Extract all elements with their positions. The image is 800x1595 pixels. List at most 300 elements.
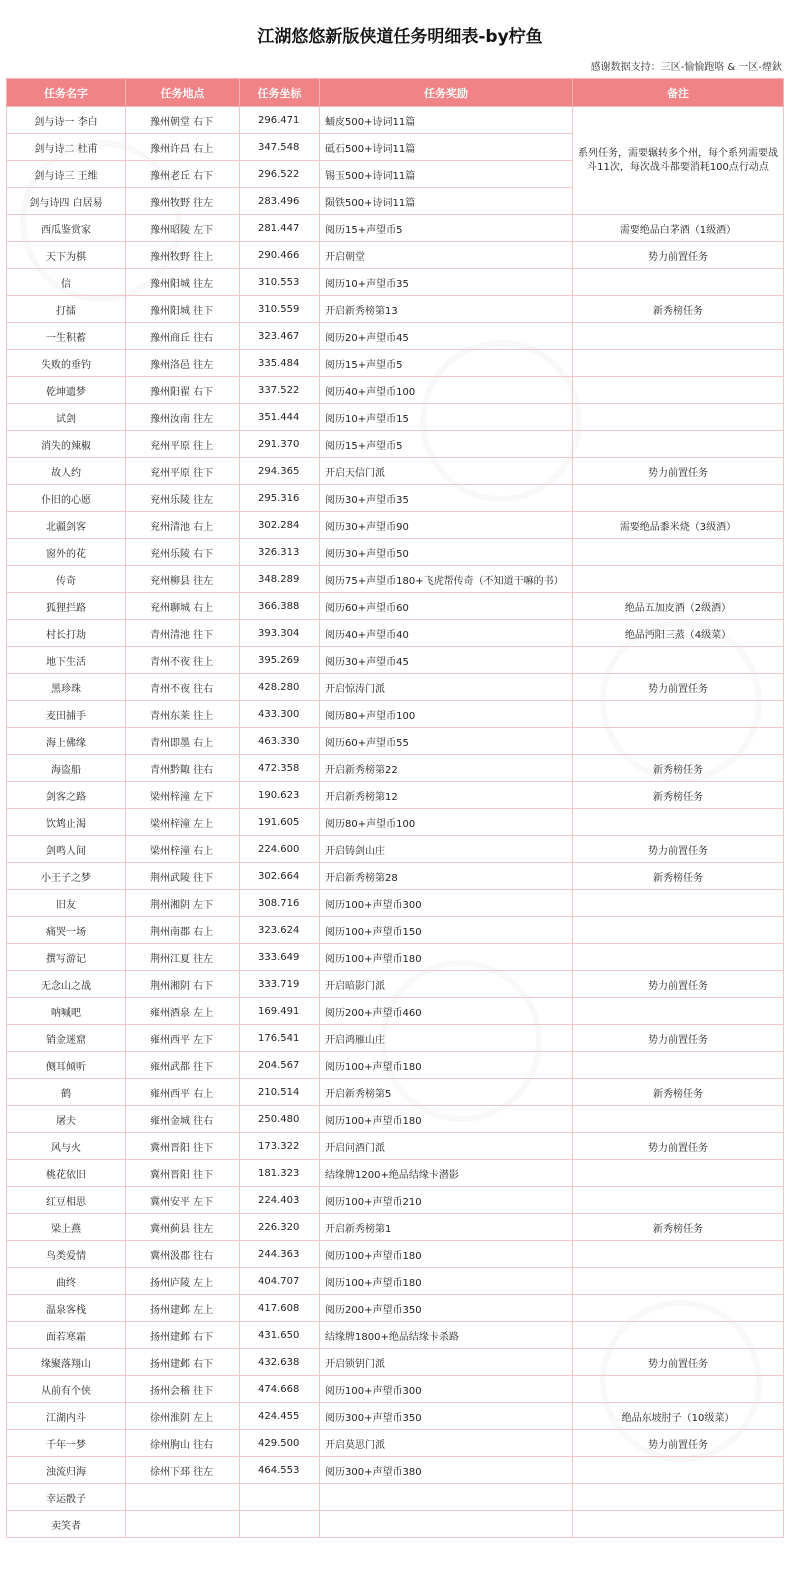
task-reward-cell: 阅历100+声望币150 <box>320 917 573 944</box>
task-remark-cell <box>573 1160 784 1187</box>
table-row <box>7 701 784 728</box>
task-name-cell: 卖笑者 <box>7 1511 126 1538</box>
task-name-cell: 西瓜鉴赏家 <box>7 215 126 242</box>
task-name-cell: 信 <box>7 269 126 296</box>
task-reward-cell: 阅历100+声望币300 <box>320 890 573 917</box>
task-location-cell: 徐州下邳 往左 <box>126 1457 240 1484</box>
task-coordinate-cell: 323.467 <box>240 323 320 350</box>
task-coordinate-cell: 181.323 <box>240 1160 320 1187</box>
task-coordinate-cell: 283.496 <box>240 188 320 215</box>
table-row <box>7 215 784 242</box>
task-table-body <box>7 107 784 1538</box>
task-reward-cell: 阅历15+声望币5 <box>320 431 573 458</box>
table-row <box>7 431 784 458</box>
task-name-cell: 试剑 <box>7 404 126 431</box>
task-name-cell: 故人约 <box>7 458 126 485</box>
task-name-cell: 乾坤遗梦 <box>7 377 126 404</box>
table-row <box>7 1106 784 1133</box>
table-row <box>7 863 784 890</box>
task-coordinate-cell: 463.330 <box>240 728 320 755</box>
task-reward-cell: 开启天信门派 <box>320 458 573 485</box>
task-name-cell: 剑与诗一 李白 <box>7 107 126 134</box>
task-name-cell: 饮鸩止渴 <box>7 809 126 836</box>
task-reward-cell: 开启惊涛门派 <box>320 674 573 701</box>
task-name-cell: 狐狸拦路 <box>7 593 126 620</box>
task-reward-cell <box>320 1484 573 1511</box>
task-remark-cell: 绝品沔阳三蒸（4级菜） <box>573 620 784 647</box>
task-location-cell: 雍州西平 左下 <box>126 1025 240 1052</box>
task-remark-cell <box>573 998 784 1025</box>
task-reward-cell: 砥石500+诗词11篇 <box>320 134 573 161</box>
task-remark-cell: 需要绝品黍米烧（3级酒） <box>573 512 784 539</box>
task-name-cell: 侧耳倾听 <box>7 1052 126 1079</box>
task-name-cell: 仆旧的心愿 <box>7 485 126 512</box>
task-remark-cell <box>573 917 784 944</box>
task-reward-cell: 阅历60+声望币60 <box>320 593 573 620</box>
task-name-cell: 剑鸣人间 <box>7 836 126 863</box>
task-name-cell: 江湖内斗 <box>7 1403 126 1430</box>
table-row <box>7 1268 784 1295</box>
task-name-cell: 黑珍珠 <box>7 674 126 701</box>
table-row <box>7 485 784 512</box>
task-remark-cell: 新秀榜任务 <box>573 755 784 782</box>
task-name-cell: 海盗船 <box>7 755 126 782</box>
table-row <box>7 107 784 134</box>
task-remark-cell: 新秀榜任务 <box>573 296 784 323</box>
task-reward-cell: 结缘牌1200+绝品结缘卡潜影 <box>320 1160 573 1187</box>
task-reward-cell: 阅历10+声望币35 <box>320 269 573 296</box>
task-coordinate-cell: 335.484 <box>240 350 320 377</box>
task-reward-cell: 开启锁钥门派 <box>320 1349 573 1376</box>
task-remark-cell <box>573 647 784 674</box>
task-coordinate-cell: 464.553 <box>240 1457 320 1484</box>
task-coordinate-cell: 294.365 <box>240 458 320 485</box>
task-coordinate-cell: 431.650 <box>240 1322 320 1349</box>
task-remark-cell: 新秀榜任务 <box>573 1214 784 1241</box>
task-coordinate-cell: 428.280 <box>240 674 320 701</box>
task-location-cell: 扬州建邺 左上 <box>126 1295 240 1322</box>
task-coordinate-cell: 210.514 <box>240 1079 320 1106</box>
task-remark-cell <box>573 1106 784 1133</box>
task-coordinate-cell: 333.719 <box>240 971 320 998</box>
task-remark-cell <box>573 890 784 917</box>
task-remark-cell <box>573 485 784 512</box>
task-coordinate-cell: 244.363 <box>240 1241 320 1268</box>
task-reward-cell: 阅历300+声望币350 <box>320 1403 573 1430</box>
task-location-cell: 青州东莱 往上 <box>126 701 240 728</box>
table-row <box>7 242 784 269</box>
task-remark-cell <box>573 701 784 728</box>
task-reward-cell: 锡玉500+诗词11篇 <box>320 161 573 188</box>
task-remark-cell <box>573 1376 784 1403</box>
table-row <box>7 1295 784 1322</box>
task-reward-cell: 蛹皮500+诗词11篇 <box>320 107 573 134</box>
task-location-cell: 豫州许昌 右上 <box>126 134 240 161</box>
task-name-cell: 曲终 <box>7 1268 126 1295</box>
task-coordinate-cell: 302.284 <box>240 512 320 539</box>
table-row <box>7 1133 784 1160</box>
task-reward-cell: 阅历100+声望币180 <box>320 1052 573 1079</box>
task-name-cell: 剑客之路 <box>7 782 126 809</box>
task-reward-cell: 结缘牌1800+绝品结缘卡杀路 <box>320 1322 573 1349</box>
task-reward-cell: 开启新秀榜第22 <box>320 755 573 782</box>
task-coordinate-cell: 351.444 <box>240 404 320 431</box>
task-name-cell: 从前有个侠 <box>7 1376 126 1403</box>
task-location-cell: 荆州湘阴 左下 <box>126 890 240 917</box>
task-name-cell: 消失的辣椒 <box>7 431 126 458</box>
task-remark-cell <box>573 728 784 755</box>
task-location-cell: 豫州朝堂 右下 <box>126 107 240 134</box>
table-row <box>7 1349 784 1376</box>
task-name-cell: 销金迷窟 <box>7 1025 126 1052</box>
task-remark-cell <box>573 1322 784 1349</box>
task-coordinate-cell <box>240 1511 320 1538</box>
task-remark-cell: 势力前置任务 <box>573 1349 784 1376</box>
task-reward-cell: 阅历75+声望币180+飞虎帮传奇（不知道干嘛的书） <box>320 566 573 593</box>
task-location-cell: 荆州湘阴 右下 <box>126 971 240 998</box>
task-coordinate-cell: 190.623 <box>240 782 320 809</box>
task-coordinate-cell: 296.522 <box>240 161 320 188</box>
task-remark-cell <box>573 404 784 431</box>
task-location-cell <box>126 1484 240 1511</box>
task-location-cell: 荆州江夏 往左 <box>126 944 240 971</box>
task-location-cell: 豫州洛邑 往左 <box>126 350 240 377</box>
task-coordinate-cell: 173.322 <box>240 1133 320 1160</box>
task-reward-cell: 阅历100+声望币180 <box>320 944 573 971</box>
task-location-cell: 徐州淮阴 左上 <box>126 1403 240 1430</box>
task-name-cell: 红豆相思 <box>7 1187 126 1214</box>
task-remark-cell <box>573 1457 784 1484</box>
task-name-cell: 鹤 <box>7 1079 126 1106</box>
task-name-cell: 旧友 <box>7 890 126 917</box>
table-row <box>7 998 784 1025</box>
task-name-cell: 呐喊吧 <box>7 998 126 1025</box>
task-remark-cell: 势力前置任务 <box>573 674 784 701</box>
table-row <box>7 593 784 620</box>
task-name-cell: 缘聚落翔山 <box>7 1349 126 1376</box>
task-remark-cell <box>573 350 784 377</box>
task-name-cell: 撰写游记 <box>7 944 126 971</box>
task-remark-cell: 势力前置任务 <box>573 458 784 485</box>
task-coordinate-cell: 302.664 <box>240 863 320 890</box>
table-row <box>7 755 784 782</box>
table-row <box>7 458 784 485</box>
task-location-cell: 豫州商丘 往右 <box>126 323 240 350</box>
table-row <box>7 917 784 944</box>
task-reward-cell: 开启铸剑山庄 <box>320 836 573 863</box>
task-coordinate-cell <box>240 1484 320 1511</box>
task-reward-cell: 开启朝堂 <box>320 242 573 269</box>
task-name-cell: 麦田捕手 <box>7 701 126 728</box>
task-reward-cell: 阅历100+声望币180 <box>320 1106 573 1133</box>
task-name-cell: 幸运骰子 <box>7 1484 126 1511</box>
task-location-cell: 豫州汝南 往左 <box>126 404 240 431</box>
task-reward-cell: 阅历30+声望币50 <box>320 539 573 566</box>
task-reward-cell: 开启鸿雁山庄 <box>320 1025 573 1052</box>
task-remark-cell: 绝品东坡肘子（10级菜） <box>573 1403 784 1430</box>
table-row <box>7 971 784 998</box>
task-location-cell: 扬州庐陵 左上 <box>126 1268 240 1295</box>
task-remark-cell <box>573 809 784 836</box>
task-location-cell: 豫州昭陵 左下 <box>126 215 240 242</box>
task-reward-cell: 阅历15+声望币5 <box>320 350 573 377</box>
task-name-cell: 剑与诗二 杜甫 <box>7 134 126 161</box>
task-remark-cell: 势力前置任务 <box>573 1025 784 1052</box>
table-row <box>7 890 784 917</box>
task-remark-cell: 新秀榜任务 <box>573 782 784 809</box>
task-reward-cell: 阅历200+声望币350 <box>320 1295 573 1322</box>
task-coordinate-cell: 291.370 <box>240 431 320 458</box>
page-title: 江湖悠悠新版侠道任务明细表-by柠鱼 <box>257 27 543 47</box>
table-row <box>7 377 784 404</box>
task-coordinate-cell: 204.567 <box>240 1052 320 1079</box>
task-name-cell: 鸟类爱情 <box>7 1241 126 1268</box>
table-row <box>7 836 784 863</box>
task-location-cell: 兖州平原 往下 <box>126 458 240 485</box>
task-remark-cell <box>573 566 784 593</box>
task-coordinate-cell: 472.358 <box>240 755 320 782</box>
task-coordinate-cell: 295.316 <box>240 485 320 512</box>
task-reward-cell: 阅历60+声望币55 <box>320 728 573 755</box>
task-location-cell: 雍州西平 右上 <box>126 1079 240 1106</box>
task-coordinate-cell: 169.491 <box>240 998 320 1025</box>
task-location-cell: 冀州安平 左下 <box>126 1187 240 1214</box>
task-remark-cell: 新秀榜任务 <box>573 863 784 890</box>
task-coordinate-cell: 433.300 <box>240 701 320 728</box>
task-reward-cell: 开启新秀榜第5 <box>320 1079 573 1106</box>
task-coordinate-cell: 474.668 <box>240 1376 320 1403</box>
task-coordinate-cell: 224.600 <box>240 836 320 863</box>
task-remark-cell: 绝品五加皮酒（2级酒） <box>573 593 784 620</box>
task-reward-cell: 开启新秀榜第12 <box>320 782 573 809</box>
series-note-cell: 系列任务，需要辗转多个州，每个系列需要战斗11次，每次战斗都要消耗100点行动点 <box>573 107 784 215</box>
table-row <box>7 1403 784 1430</box>
task-location-cell: 扬州建邺 右下 <box>126 1349 240 1376</box>
task-reward-cell: 阅历40+声望币100 <box>320 377 573 404</box>
table-row <box>7 1187 784 1214</box>
table-row <box>7 539 784 566</box>
task-location-cell: 青州不夜 往上 <box>126 647 240 674</box>
header-remark: 备注 <box>573 79 784 107</box>
header-task-reward: 任务奖励 <box>320 79 573 107</box>
table-row <box>7 404 784 431</box>
task-location-cell: 荆州南郡 右上 <box>126 917 240 944</box>
task-reward-cell: 阅历40+声望币40 <box>320 620 573 647</box>
task-location-cell: 豫州阳城 往下 <box>126 296 240 323</box>
task-remark-cell <box>573 431 784 458</box>
task-remark-cell: 势力前置任务 <box>573 971 784 998</box>
task-location-cell: 冀州晋阳 往下 <box>126 1133 240 1160</box>
task-reward-cell: 阅历20+声望币45 <box>320 323 573 350</box>
task-coordinate-cell: 250.480 <box>240 1106 320 1133</box>
task-coordinate-cell: 224.403 <box>240 1187 320 1214</box>
task-reward-cell: 开启暗影门派 <box>320 971 573 998</box>
task-coordinate-cell: 337.522 <box>240 377 320 404</box>
table-row <box>7 944 784 971</box>
task-name-cell: 面若寒霜 <box>7 1322 126 1349</box>
header-task-name: 任务名字 <box>7 79 126 107</box>
task-location-cell: 青州清池 往下 <box>126 620 240 647</box>
task-remark-cell <box>573 377 784 404</box>
header-task-location: 任务地点 <box>126 79 240 107</box>
task-reward-cell: 开启问酒门派 <box>320 1133 573 1160</box>
table-row <box>7 1376 784 1403</box>
task-reward-cell: 陨铁500+诗词11篇 <box>320 188 573 215</box>
task-reward-cell: 阅历30+声望币45 <box>320 647 573 674</box>
task-name-cell: 风与火 <box>7 1133 126 1160</box>
task-reward-cell: 开启新秀榜第13 <box>320 296 573 323</box>
task-location-cell: 雍州酒泉 左上 <box>126 998 240 1025</box>
task-reward-cell: 阅历30+声望币35 <box>320 485 573 512</box>
task-coordinate-cell: 326.313 <box>240 539 320 566</box>
task-location-cell: 扬州建邺 右下 <box>126 1322 240 1349</box>
task-coordinate-cell: 290.466 <box>240 242 320 269</box>
task-location-cell: 雍州金城 往右 <box>126 1106 240 1133</box>
table-row <box>7 1214 784 1241</box>
task-name-cell: 传奇 <box>7 566 126 593</box>
task-location-cell: 兖州聊城 右上 <box>126 593 240 620</box>
task-location-cell: 豫州阳翟 右下 <box>126 377 240 404</box>
task-reward-cell: 阅历100+声望币300 <box>320 1376 573 1403</box>
task-name-cell: 打擂 <box>7 296 126 323</box>
task-name-cell: 地下生活 <box>7 647 126 674</box>
task-name-cell: 梁上燕 <box>7 1214 126 1241</box>
task-reward-cell: 阅历80+声望币100 <box>320 701 573 728</box>
task-remark-cell <box>573 1187 784 1214</box>
table-row <box>7 620 784 647</box>
task-remark-cell <box>573 1241 784 1268</box>
task-remark-cell: 新秀榜任务 <box>573 1079 784 1106</box>
task-coordinate-cell: 395.269 <box>240 647 320 674</box>
task-location-cell: 扬州会稽 往下 <box>126 1376 240 1403</box>
task-name-cell: 小王子之梦 <box>7 863 126 890</box>
task-reward-cell: 开启新秀榜第28 <box>320 863 573 890</box>
task-remark-cell <box>573 269 784 296</box>
task-location-cell: 青州黔陬 往右 <box>126 755 240 782</box>
task-name-cell: 千年一梦 <box>7 1430 126 1457</box>
task-location-cell: 豫州老丘 右下 <box>126 161 240 188</box>
task-name-cell: 剑与诗三 王维 <box>7 161 126 188</box>
task-name-cell: 无念山之战 <box>7 971 126 998</box>
task-name-cell: 屠夫 <box>7 1106 126 1133</box>
task-coordinate-cell: 323.624 <box>240 917 320 944</box>
table-row <box>7 1322 784 1349</box>
task-remark-cell: 势力前置任务 <box>573 1430 784 1457</box>
task-location-cell <box>126 1511 240 1538</box>
task-location-cell: 徐州朐山 往右 <box>126 1430 240 1457</box>
task-location-cell: 冀州晋阳 往下 <box>126 1160 240 1187</box>
task-coordinate-cell: 333.649 <box>240 944 320 971</box>
task-location-cell: 兖州乐陵 往左 <box>126 485 240 512</box>
task-name-cell: 温泉客栈 <box>7 1295 126 1322</box>
table-row <box>7 809 784 836</box>
task-coordinate-cell: 404.707 <box>240 1268 320 1295</box>
table-row <box>7 350 784 377</box>
task-name-cell: 浊流归海 <box>7 1457 126 1484</box>
task-name-cell: 桃花依旧 <box>7 1160 126 1187</box>
task-coordinate-cell: 281.447 <box>240 215 320 242</box>
task-remark-cell <box>573 539 784 566</box>
task-name-cell: 村长打劫 <box>7 620 126 647</box>
task-coordinate-cell: 366.388 <box>240 593 320 620</box>
task-location-cell: 青州不夜 往右 <box>126 674 240 701</box>
table-row <box>7 269 784 296</box>
task-name-cell: 天下为棋 <box>7 242 126 269</box>
task-remark-cell <box>573 944 784 971</box>
task-remark-cell <box>573 1484 784 1511</box>
task-remark-cell <box>573 1052 784 1079</box>
task-location-cell: 青州即墨 右上 <box>126 728 240 755</box>
task-coordinate-cell: 191.605 <box>240 809 320 836</box>
task-remark-cell <box>573 1268 784 1295</box>
table-row <box>7 1484 784 1511</box>
table-header-row <box>7 79 784 107</box>
task-coordinate-cell: 347.548 <box>240 134 320 161</box>
task-reward-cell: 阅历100+声望币180 <box>320 1241 573 1268</box>
task-location-cell: 雍州武都 往下 <box>126 1052 240 1079</box>
task-coordinate-cell: 429.500 <box>240 1430 320 1457</box>
task-location-cell: 豫州牧野 往左 <box>126 188 240 215</box>
task-coordinate-cell: 296.471 <box>240 107 320 134</box>
task-remark-cell: 需要绝品白茅酒（1级酒） <box>573 215 784 242</box>
table-row <box>7 1052 784 1079</box>
task-location-cell: 梁州梓潼 左下 <box>126 782 240 809</box>
task-name-cell: 海上佛缘 <box>7 728 126 755</box>
task-location-cell: 冀州蓟县 往左 <box>126 1214 240 1241</box>
task-reward-cell <box>320 1511 573 1538</box>
table-row <box>7 1511 784 1538</box>
task-coordinate-cell: 310.553 <box>240 269 320 296</box>
task-coordinate-cell: 417.608 <box>240 1295 320 1322</box>
task-coordinate-cell: 226.320 <box>240 1214 320 1241</box>
task-remark-cell <box>573 1295 784 1322</box>
task-coordinate-cell: 176.541 <box>240 1025 320 1052</box>
table-row <box>7 1241 784 1268</box>
table-row <box>7 782 784 809</box>
table-row <box>7 1430 784 1457</box>
task-remark-cell <box>573 323 784 350</box>
task-remark-cell <box>573 1511 784 1538</box>
task-name-cell: 窗外的花 <box>7 539 126 566</box>
task-reward-cell: 阅历300+声望币380 <box>320 1457 573 1484</box>
task-reward-cell: 阅历100+声望币180 <box>320 1268 573 1295</box>
table-row <box>7 512 784 539</box>
task-location-cell: 豫州牧野 往上 <box>126 242 240 269</box>
task-remark-cell: 势力前置任务 <box>573 836 784 863</box>
task-reward-cell: 阅历10+声望币15 <box>320 404 573 431</box>
task-reward-cell: 阅历200+声望币460 <box>320 998 573 1025</box>
task-remark-cell: 势力前置任务 <box>573 1133 784 1160</box>
table-row <box>7 566 784 593</box>
task-name-cell: 一生积蓄 <box>7 323 126 350</box>
task-name-cell: 北疆剑客 <box>7 512 126 539</box>
task-coordinate-cell: 308.716 <box>240 890 320 917</box>
task-reward-cell: 阅历100+声望币210 <box>320 1187 573 1214</box>
table-row <box>7 674 784 701</box>
table-row <box>7 296 784 323</box>
table-row <box>7 647 784 674</box>
task-location-cell: 兖州平原 往上 <box>126 431 240 458</box>
task-location-cell: 兖州柳县 往左 <box>126 566 240 593</box>
task-remark-cell: 势力前置任务 <box>573 242 784 269</box>
task-reward-cell: 开启新秀榜第1 <box>320 1214 573 1241</box>
task-coordinate-cell: 424.455 <box>240 1403 320 1430</box>
table-row <box>7 1025 784 1052</box>
task-table <box>6 78 784 1538</box>
task-name-cell: 痛哭一场 <box>7 917 126 944</box>
table-row <box>7 1457 784 1484</box>
table-row <box>7 323 784 350</box>
